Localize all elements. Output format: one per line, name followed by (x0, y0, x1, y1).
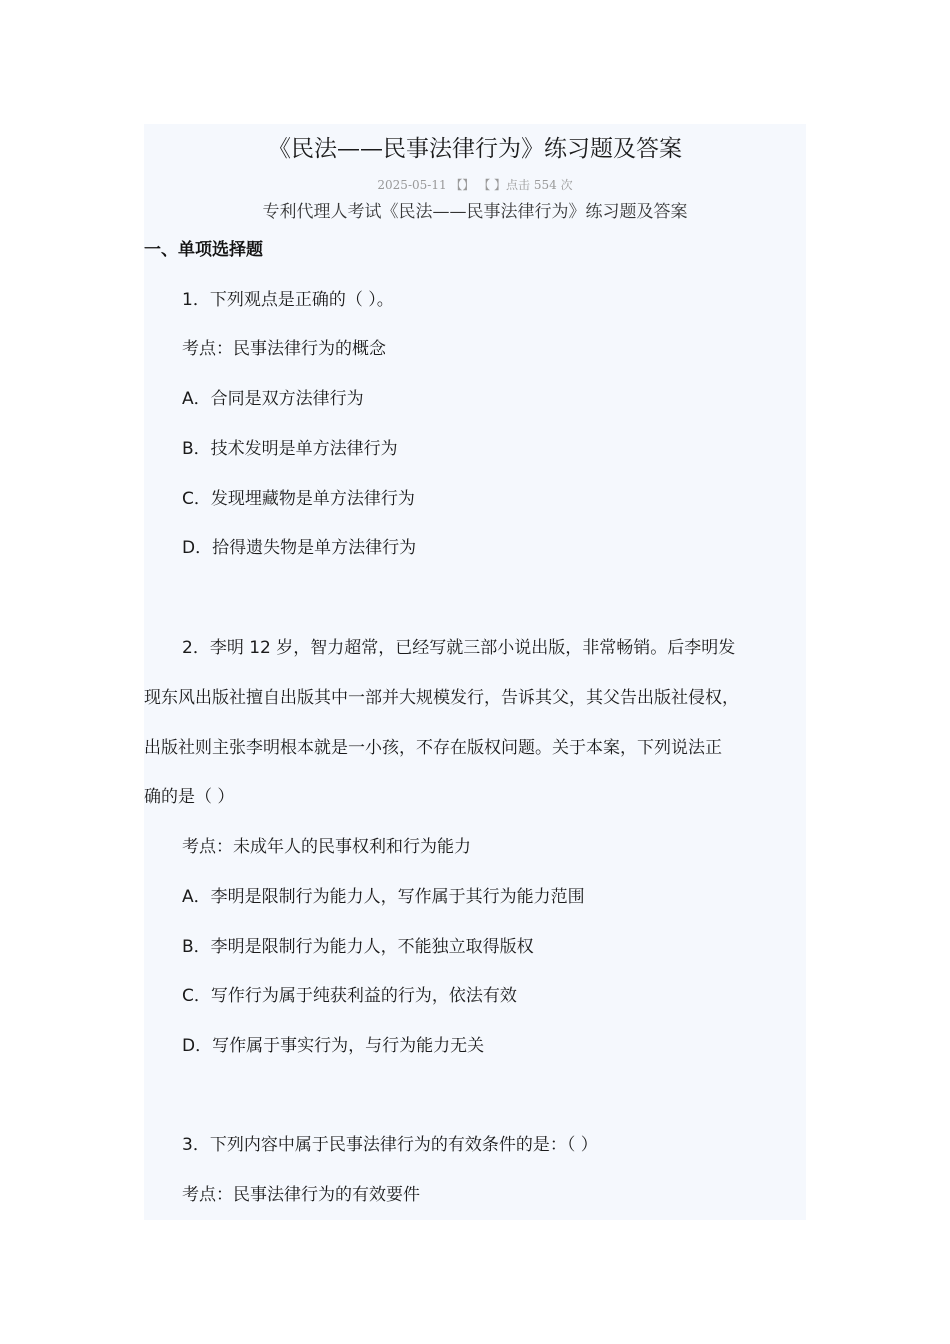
question-1-option-d: D．拾得遗失物是单方法律行为 (182, 538, 417, 558)
question-2-option-d: D．写作属于事实行为，与行为能力无关 (182, 1036, 485, 1056)
section-heading: 一、单项选择题 (144, 240, 263, 260)
question-1-option-c: C．发现埋藏物是单方法律行为 (182, 489, 415, 509)
document-title: 《民法——民事法律行为》练习题及答案 (268, 136, 682, 162)
question-2-stem-line-1: 2．李明 12 岁，智力超常，已经写就三部小说出版，非常畅销。后李明发 (182, 638, 736, 658)
question-1-stem: 1．下列观点是正确的（ ）。 (182, 290, 394, 310)
question-1-option-b: B．技术发明是单方法律行为 (182, 439, 398, 459)
question-3-stem: 3．下列内容中属于民事法律行为的有效条件的是：（ ） (182, 1135, 598, 1155)
question-2-option-a: A．李明是限制行为能力人，写作属于其行为能力范围 (182, 887, 585, 907)
question-2-topic: 考点：未成年人的民事权利和行为能力 (182, 837, 471, 857)
question-2-stem-line-2: 现东风出版社擅自出版其中一部并大规模发行，告诉其父，其父告出版社侵权， (144, 688, 739, 708)
question-3-topic: 考点：民事法律行为的有效要件 (182, 1185, 420, 1205)
question-1-option-a: A．合同是双方法律行为 (182, 389, 364, 409)
question-2-stem-line-3: 出版社则主张李明根本就是一小孩，不存在版权问题。关于本案，下列说法正 (144, 738, 722, 758)
question-2-option-b: B．李明是限制行为能力人，不能独立取得版权 (182, 937, 534, 957)
document-meta: 2025-05-11 【】 【 】点击 554 次 (377, 178, 573, 192)
question-2-stem-line-4: 确的是（ ） (144, 787, 235, 807)
question-1-topic: 考点：民事法律行为的概念 (182, 339, 386, 359)
question-2-option-c: C．写作行为属于纯获利益的行为，依法有效 (182, 986, 517, 1006)
document-subtitle: 专利代理人考试《民法——民事法律行为》练习题及答案 (262, 202, 688, 222)
